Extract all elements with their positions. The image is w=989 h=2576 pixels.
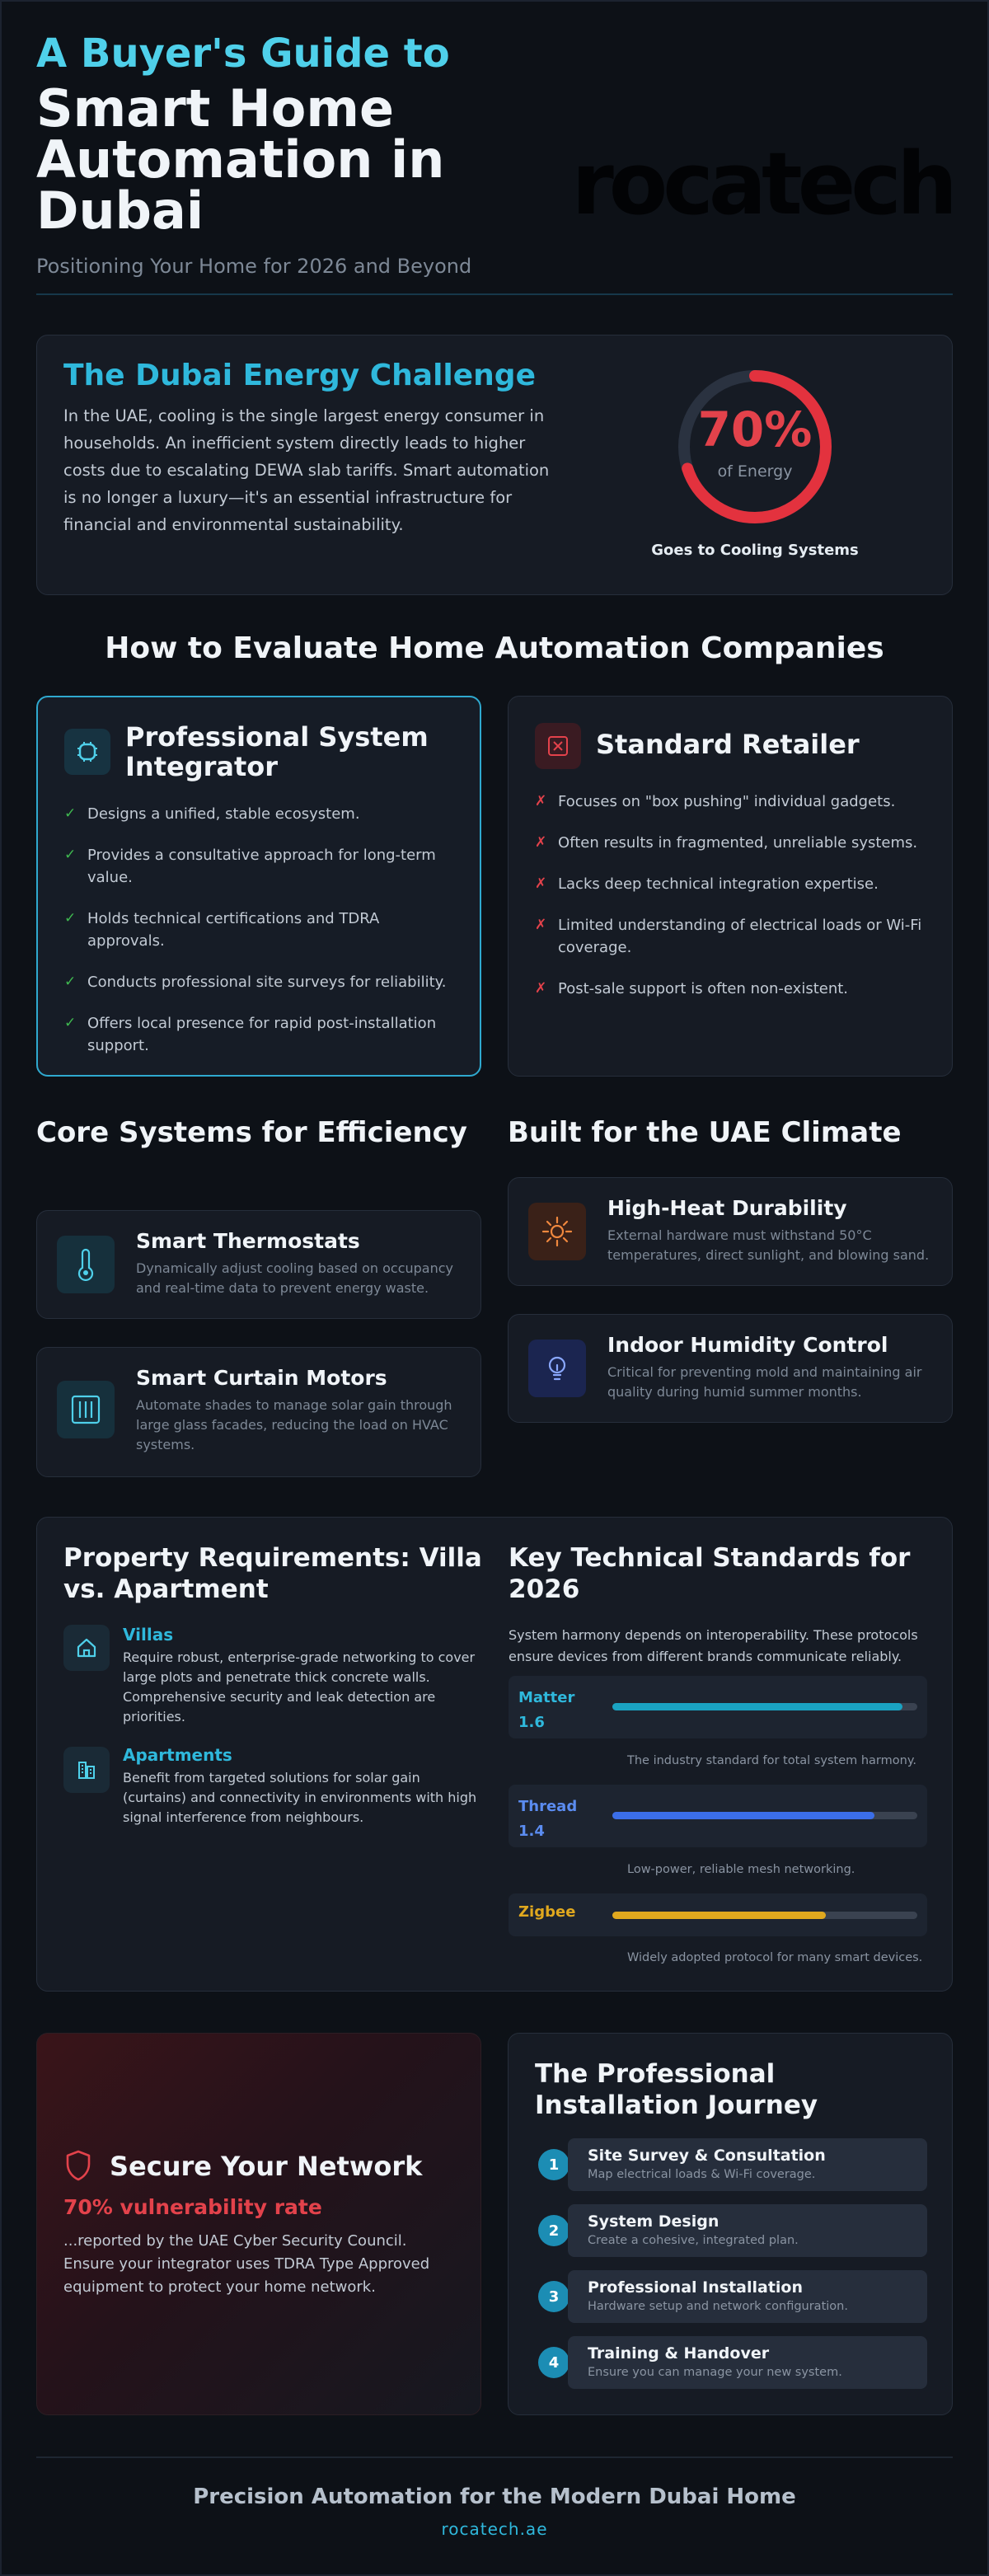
security-rate: 70% vulnerability rate	[63, 2195, 322, 2219]
step-title: System Design	[588, 2212, 719, 2231]
journey-step	[568, 2270, 927, 2323]
requirements-card	[36, 1517, 953, 1992]
step-number: 3	[538, 2281, 569, 2312]
security-title: Secure Your Network	[110, 2151, 423, 2182]
energy-caption: Goes to Cooling Systems	[651, 542, 859, 559]
house-icon	[63, 1625, 110, 1671]
feature-title: Indoor Humidity Control	[607, 1333, 888, 1357]
standard-bar	[612, 1912, 917, 1919]
list-item: ✓ Designs a unified, stable ecosystem.	[64, 805, 360, 823]
property-text: Require robust, enterprise-grade networking to cover large plots and penetrate thick concrete walls. Comprehensive security and leak detection are priorities.	[123, 1649, 476, 1724]
standard-name: Thread 1.4	[518, 1798, 578, 1840]
step-number: 2	[538, 2215, 569, 2246]
thermometer-icon	[57, 1236, 115, 1293]
step-desc: Ensure you can manage your new system.	[588, 2366, 842, 2379]
standard-bar-fill	[612, 1703, 902, 1710]
integrator-card	[36, 696, 481, 1077]
feature-text: Critical for preventing mold and maintaining air quality during humid summer months.	[607, 1364, 922, 1400]
standard-desc: Low-power, reliable mesh networking.	[627, 1863, 855, 1876]
standard-name: Matter 1.6	[518, 1689, 575, 1731]
energy-unit: of Energy	[717, 462, 793, 481]
list-item: ✗ Limited understanding of electrical loads or Wi-Fi coverage.	[535, 917, 922, 956]
standard-bar-fill	[612, 1812, 874, 1819]
footer-divider	[36, 2456, 953, 2458]
footer-link[interactable]: rocatech.ae	[441, 2519, 548, 2539]
list-item: ✗ Often results in fragmented, unreliable systems.	[535, 834, 918, 852]
energy-ring	[677, 368, 833, 525]
step-number: 1	[538, 2149, 569, 2180]
feature-title: High-Heat Durability	[607, 1196, 847, 1220]
energy-text: In the UAE, cooling is the single largest energy consumer in households. An inefficient system directly leads to higher costs due to escalating DEWA slab tariffs. Smart automation is no longer a luxury—it's an essential infrastructure for financial and environmental sustainability.	[63, 406, 550, 534]
retailer-card	[508, 696, 953, 1077]
hero-title: Smart Home Automation in Dubai	[36, 78, 445, 242]
shield-icon	[63, 2149, 93, 2182]
building-icon	[63, 1747, 110, 1793]
hero-subtitle: Positioning Your Home for 2026 and Beyond	[36, 255, 472, 279]
list-item: ✗ Focuses on "box pushing" individual gadgets.	[535, 793, 896, 810]
standard-bar-fill	[612, 1912, 826, 1919]
standard-thread	[509, 1785, 927, 1847]
journey-heading: The Professional Installation Journey	[535, 2059, 818, 2120]
standard-bar	[612, 1812, 917, 1819]
integrator-title: Professional System Integrator	[125, 721, 429, 782]
standard-matter	[509, 1676, 927, 1738]
list-item: ✓ Provides a consultative approach for long-term value.	[64, 847, 436, 886]
standard-bar	[612, 1703, 917, 1710]
feature-card-humidity	[508, 1314, 953, 1423]
energy-title: The Dubai Energy Challenge	[63, 359, 536, 392]
sun-icon	[528, 1203, 586, 1260]
step-desc: Map electrical loads & Wi-Fi coverage.	[588, 2168, 816, 2181]
retailer-list	[535, 791, 927, 1019]
journey-step	[568, 2138, 927, 2191]
x-box-icon	[535, 723, 581, 769]
step-title: Professional Installation	[588, 2278, 803, 2297]
property-name: Apartments	[123, 1745, 232, 1765]
step-desc: Create a cohesive, integrated plan.	[588, 2234, 799, 2247]
climate-heading: Built for the UAE Climate	[508, 1116, 902, 1149]
feature-text: Dynamically adjust cooling based on occupancy and real-time data to prevent energy waste.	[136, 1260, 453, 1296]
journey-step	[568, 2336, 927, 2389]
feature-card-curtains	[36, 1347, 481, 1477]
feature-title: Smart Thermostats	[136, 1229, 360, 1253]
list-item: ✗ Lacks deep technical integration expertise.	[535, 875, 879, 893]
core-heading: Core Systems for Efficiency	[36, 1116, 467, 1149]
footer-tagline: Precision Automation for the Modern Dubai Home	[193, 2485, 796, 2509]
step-title: Site Survey & Consultation	[588, 2147, 826, 2165]
retailer-title: Standard Retailer	[596, 729, 860, 760]
standards-heading: Key Technical Standards for 2026	[509, 1543, 911, 1604]
standards-intro: System harmony depends on interoperability. These protocols ensure devices from different brands communicate reliably.	[509, 1627, 918, 1664]
standard-desc: Widely adopted protocol for many smart devices.	[627, 1951, 923, 1964]
property-heading: Property Requirements: Villa vs. Apartment	[63, 1543, 482, 1604]
header	[36, 31, 953, 279]
security-text: ...reported by the UAE Cyber Security Council. Ensure your integrator uses TDRA Type Approved equipment to protect your home network.	[63, 2232, 430, 2296]
feature-text: Automate shades to manage solar gain through large glass facades, reducing the load on HVAC systems.	[136, 1397, 452, 1452]
feature-card-thermostats	[36, 1210, 481, 1319]
standard-zigbee	[509, 1893, 927, 1936]
curtain-icon	[57, 1381, 115, 1438]
step-title: Training & Handover	[588, 2344, 770, 2363]
list-item: ✓ Conducts professional site surveys for reliability.	[64, 974, 447, 991]
bulb-icon	[528, 1340, 586, 1397]
energy-card	[36, 335, 953, 595]
header-divider	[36, 293, 953, 295]
list-item: ✓ Offers local presence for rapid post-installation support.	[64, 1015, 437, 1054]
list-item: ✗ Post-sale support is often non-existent.	[535, 980, 849, 997]
integrator-list	[64, 803, 457, 1076]
evaluate-heading: How to Evaluate Home Automation Companies	[105, 631, 884, 665]
feature-text: External hardware must withstand 50°C temperatures, direct sunlight, and blowing sand.	[607, 1227, 930, 1263]
hero-kicker: A Buyer's Guide to	[36, 30, 450, 77]
property-text: Benefit from targeted solutions for solar gain (curtains) and connectivity in environments with high signal interference from neighbours.	[123, 1770, 477, 1825]
step-desc: Hardware setup and network configuration.	[588, 2300, 848, 2313]
property-name: Villas	[123, 1625, 174, 1645]
feature-card-heat	[508, 1177, 953, 1286]
standard-name: Zigbee	[518, 1903, 576, 1921]
journey-step	[568, 2204, 927, 2257]
security-card	[36, 2033, 481, 2415]
feature-title: Smart Curtain Motors	[136, 1366, 387, 1390]
standard-desc: The industry standard for total system harmony.	[627, 1754, 916, 1767]
energy-percent: 70%	[697, 401, 813, 457]
rocatech-logo: rocatech	[571, 134, 953, 234]
list-item: ✓ Holds technical certifications and TDRA approvals.	[64, 910, 380, 950]
chip-icon	[64, 729, 110, 775]
journey-card	[508, 2033, 953, 2415]
step-number: 4	[538, 2347, 569, 2378]
